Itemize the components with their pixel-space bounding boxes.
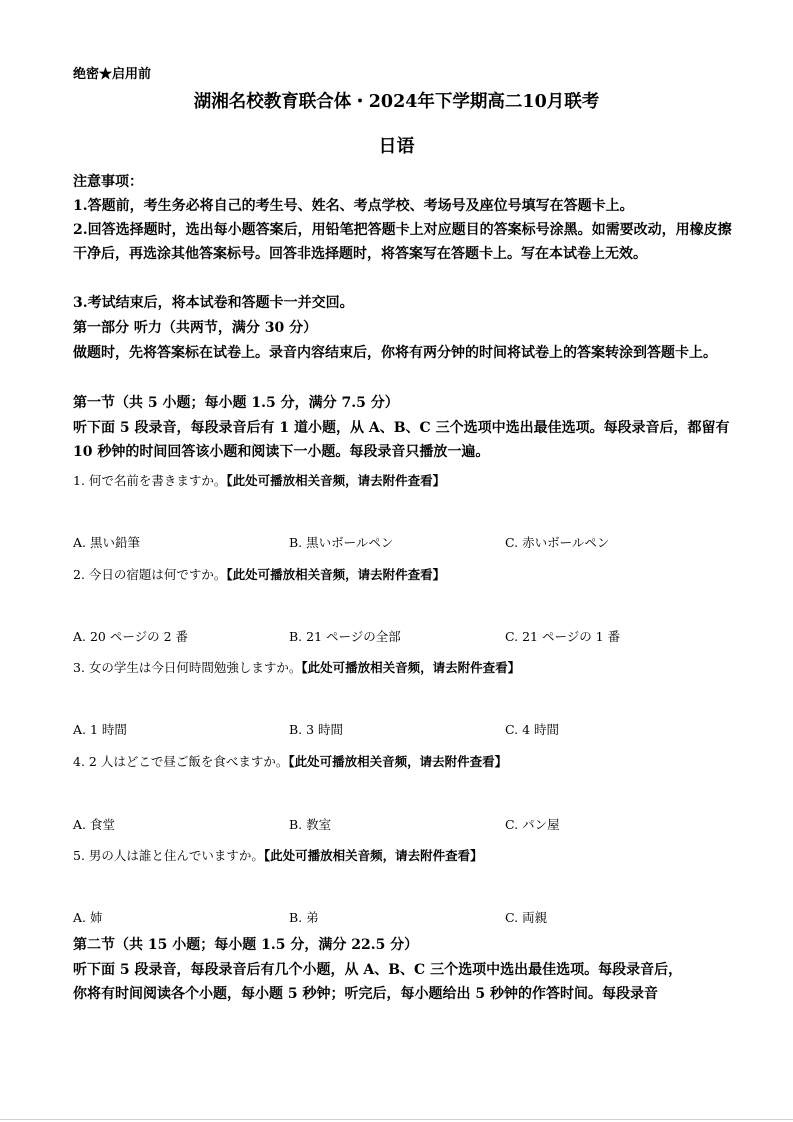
option-a: A. 20 ページの 2 番 <box>73 629 189 644</box>
option-b: B. 3 時間 <box>289 722 344 737</box>
question-5 <box>73 846 483 864</box>
exam-title: 湖湘名校教育联合体・2024年下学期高二10月联考 <box>193 92 600 112</box>
question-stem: 4. 2 人はどこで昼ご飯を食べますか。 <box>73 754 289 769</box>
option-c: C. 両親 <box>505 910 548 925</box>
question-stem: 5. 男の人は誰と住んでいますか。 <box>73 848 264 863</box>
option-a: A. 黒い鉛筆 <box>73 535 140 550</box>
option-c: C. 赤いボールペン <box>505 535 610 550</box>
part1-intro: 做题时，先将答案标在试卷上。录音内容结束后，你将有两分钟的时间将试卷上的答案转涂到答题卡上。 <box>73 345 717 361</box>
section2-heading: 第二节（共 15 小题；每小题 1.5 分，满分 22.5 分） <box>73 937 419 953</box>
option-c: C. 21 ページの 1 番 <box>505 629 621 644</box>
option-a: A. 1 時間 <box>73 722 127 737</box>
question-3 <box>73 658 520 676</box>
audio-tag: 【此处可播放相关音频，请去附件查看】 <box>226 567 446 582</box>
subject-title: 日语 <box>378 136 415 157</box>
option-b: B. 黒いボールペン <box>289 535 394 550</box>
question-stem: 1. 何で名前を書きますか。 <box>73 473 227 488</box>
audio-tag: 【此处可播放相关音频，请去附件查看】 <box>263 848 483 863</box>
notice-item-3: 3.考试结束后，将本试卷和答题卡一并交回。 <box>73 295 354 311</box>
option-b: B. 21 ページの全部 <box>289 629 401 644</box>
notice-heading: 注意事项： <box>73 174 143 190</box>
question-1 <box>73 471 445 489</box>
option-c: C. 4 時間 <box>505 722 559 737</box>
notice-item-2: 2.回答选择题时，选出每小题答案后，用铅笔把答题卡上对应题目的答案标号涂黑。如需要改动，用橡皮擦干净后，再选涂其他答案标号。回答非选择题时，将答案写在答题卡上。写在本试卷上无效。 <box>73 222 732 262</box>
question-stem: 2. 今日の宿題は何ですか。 <box>73 567 227 582</box>
section1-heading: 第一节（共 5 小题；每小题 1.5 分，满分 7.5 分） <box>73 395 399 411</box>
audio-tag: 【此处可播放相关音频，请去附件查看】 <box>288 754 508 769</box>
page-bottom-rule <box>0 1119 793 1120</box>
option-b: B. 教室 <box>289 817 332 832</box>
section2-intro-line-1: 听下面 5 段录音，每段录音后有几个小题，从 A、B、C 三个选项中选出最佳选项。每段录音后， <box>73 962 683 978</box>
question-stem: 3. 女の学生は今日何時間勉強しますか。 <box>73 660 302 675</box>
option-a: A. 姉 <box>73 910 103 925</box>
section2-intro-line-2: 你将有时间阅读各个小题，每小题 5 秒钟；听完后，每小题给出 5 秒钟的作答时间。每段录音 <box>73 986 658 1002</box>
option-b: B. 弟 <box>289 910 319 925</box>
question-4 <box>73 752 507 770</box>
audio-tag: 【此处可播放相关音频，请去附件查看】 <box>226 473 446 488</box>
option-c: C. パン屋 <box>505 817 560 832</box>
option-a: A. 食堂 <box>73 817 115 832</box>
audio-tag: 【此处可播放相关音频，请去附件查看】 <box>301 660 521 675</box>
confidential-label: 绝密★启用前 <box>73 67 152 82</box>
notice-item-1: 1.答题前，考生务必将自己的考生号、姓名、考点学校、考场号及座位号填写在答题卡上。 <box>73 198 634 214</box>
section1-intro: 听下面 5 段录音，每段录音后有 1 道小题，从 A、B、C 三个选项中选出最佳选项。每段录音后，都留有 10 秒钟的时间回答该小题和阅读下一小题。每段录音只播放一遍。 <box>73 420 730 460</box>
part1-heading: 第一部分 听力（共两节，满分 30 分） <box>73 320 318 336</box>
question-2 <box>73 565 445 583</box>
